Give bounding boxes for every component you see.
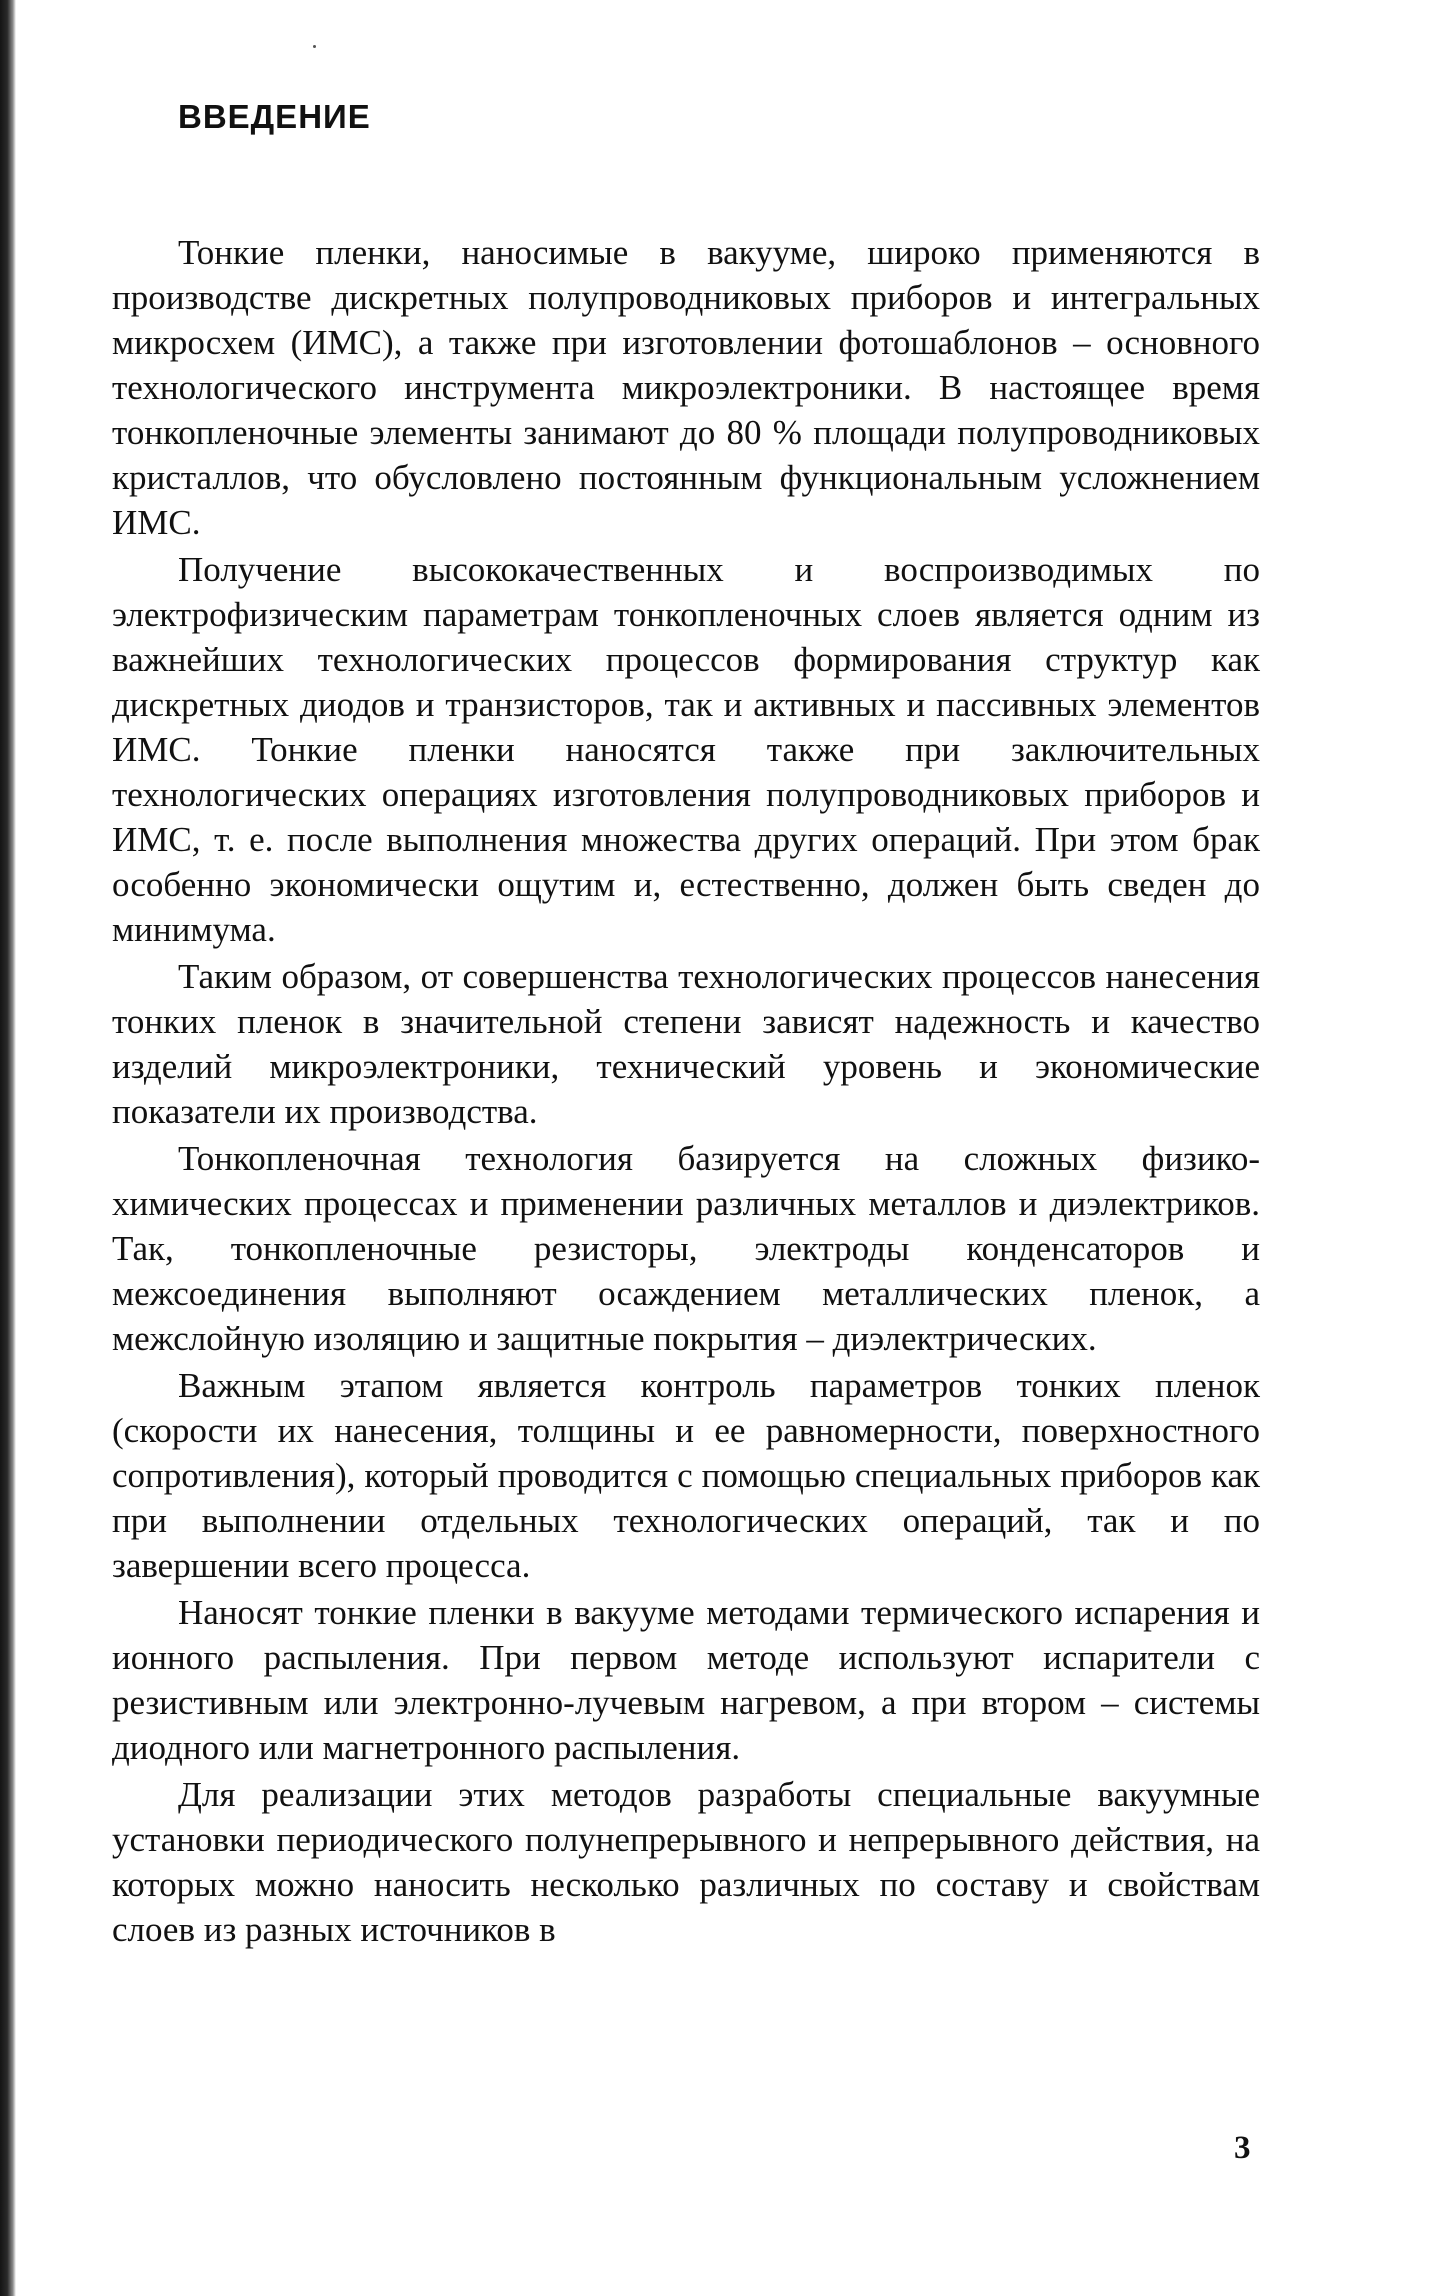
paragraph-4: Тонкопленочная технология базируется на сложных физико-химических процессах и применении различных металлов и диэлектриков. Так, тонкопленочные резисторы, электроды конденсаторов и межсоединения выполняют осаждением металлических пленок, а межслойную изоляцию и защитные покрытия – диэлектрических. <box>112 1139 1260 1358</box>
paragraph-2: Получение высококачественных и воспроизводимых по электрофизическим параметрам тонкопленочных слоев является одним из важнейших технологических процессов формирования структур как дискретных диодов и транзисторов, так и активных и пассивных элементов ИМС. Тонкие пленки наносятся также при заключительных технологических операциях изготовления полупроводниковых приборов и ИМС, т. е. после выполнения множества других операций. При этом брак особенно экономически ощутим и, естественно, должен быть сведен до минимума. <box>112 550 1260 949</box>
page-number: 3 <box>1234 2130 1251 2166</box>
paragraph-6: Наносят тонкие пленки в вакууме методами термического испарения и ионного распыления. При первом методе используют испарители с резистивным или электронно-лучевым нагревом, а при втором – системы диодного или магнетронного распыления. <box>112 1593 1260 1767</box>
paragraph-1: Тонкие пленки, наносимые в вакууме, широко применяются в производстве дискретных полупроводниковых приборов и интегральных микросхем (ИМС), а также при изготовлении фотошаблонов – основного технологического инструмента микроэлектроники. В настоящее время тонкопленочные элементы занимают до 80 % площади полупроводниковых кристаллов, что обусловлено постоянным функциональным усложнением ИМС. <box>112 233 1260 542</box>
book-page <box>112 0 1260 2296</box>
paragraph-7: Для реализации этих методов разработы специальные вакуумные установки периодического полунепрерывного и непрерывного действия, на которых можно наносить несколько различных по составу и свойствам слоев из разных источников в <box>112 1775 1260 1949</box>
body-text <box>112 230 1260 1954</box>
book-binding-edge <box>0 0 16 2296</box>
paragraph-3: Таким образом, от совершенства технологических процессов нанесения тонких пленок в значительной степени зависят надежность и качество изделий микроэлектроники, технический уровень и экономические показатели их производства. <box>112 957 1260 1131</box>
paragraph-5: Важным этапом является контроль параметров тонких пленок (скорости их нанесения, толщины и ее равномерности, поверхностного сопротивления), который проводится с помощью специальных приборов как при выполнении отдельных технологических операций, так и по завершении всего процесса. <box>112 1366 1260 1585</box>
chapter-heading: ВВЕДЕНИЕ <box>178 98 371 135</box>
